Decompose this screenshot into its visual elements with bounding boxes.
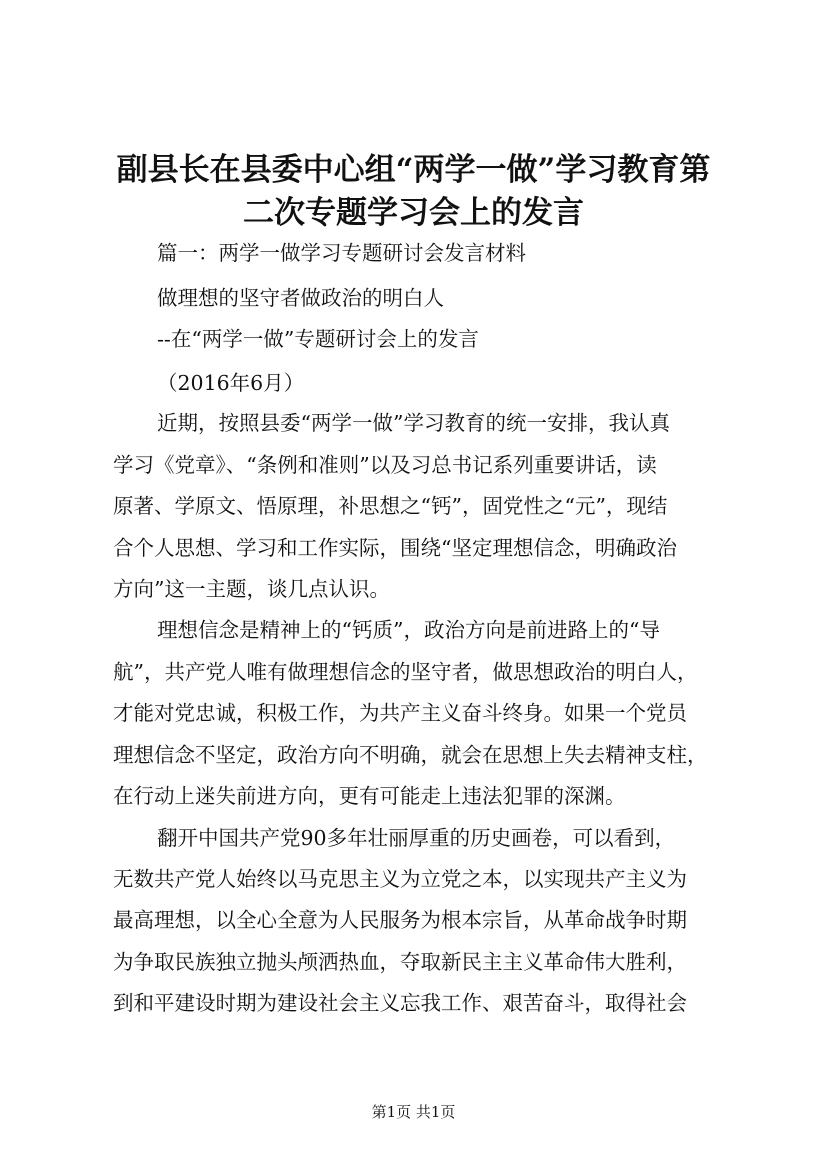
paragraph-3-line: 为争取民族独立抛头颅洒热血，夺取新民主主义革命伟大胜利，: [113, 950, 687, 974]
document-title-line-1: 副县长在县委中心组“两学一做”学习教育第: [116, 152, 711, 188]
paragraph-1-line: 方向”这一主题，谈几点认识。: [113, 577, 390, 601]
paragraph-2-line: 才能对党忠诚，积极工作，为共产主义奋斗终身。如果一个党员: [113, 701, 687, 725]
paragraph-2-line: 理想信念不坚定，政治方向不明确，就会在思想上失去精神支柱，: [113, 743, 708, 767]
speech-title: 做理想的坚守者做政治的明白人: [157, 286, 444, 310]
paragraph-2-line: 理想信念是精神上的“钙质”，政治方向是前进路上的“导: [157, 618, 660, 642]
paragraph-3-line: 最高理想，以全心全意为人民服务为根本宗旨，从革命战争时期: [113, 908, 687, 932]
section-heading: 篇一：两学一做学习专题研讨会发言材料: [157, 241, 526, 265]
paragraph-1-line: 学习《党章》、“条例和准则”以及习总书记系列重要讲话，读: [113, 453, 657, 477]
document-title-line-2: 二次专题学习会上的发言: [243, 195, 584, 231]
paragraph-1-line: 原著、学原文、悟原理，补思想之“钙”，固党性之“元”，现结: [113, 494, 668, 518]
speech-date: （2016年6月）: [157, 371, 305, 395]
paragraph-2-line: 航”，共产党人唯有做理想信念的坚守者，做思想政治的明白人，: [113, 660, 698, 684]
paragraph-3-line: 翻开中国共产党90多年壮丽厚重的历史画卷，可以看到，: [157, 826, 676, 850]
paragraph-1-line: 近期，按照县委“两学一做”学习教育的统一安排，我认真: [157, 411, 670, 435]
paragraph-3-line: 到和平建设时期为建设社会主义忘我工作、艰苦奋斗，取得社会: [113, 991, 687, 1015]
speech-subtitle: --在“两学一做”专题研讨会上的发言: [157, 327, 479, 351]
paragraph-3-line: 无数共产党人始终以马克思主义为立党之本，以实现共产主义为: [113, 867, 687, 891]
paragraph-1-line: 合个人思想、学习和工作实际，围绕“坚定理想信念，明确政治: [113, 536, 677, 560]
page-number-footer: 第1页 共1页: [371, 1103, 456, 1121]
paragraph-2-line: 在行动上迷失前进方向，更有可能走上违法犯罪的深渊。: [113, 784, 626, 808]
